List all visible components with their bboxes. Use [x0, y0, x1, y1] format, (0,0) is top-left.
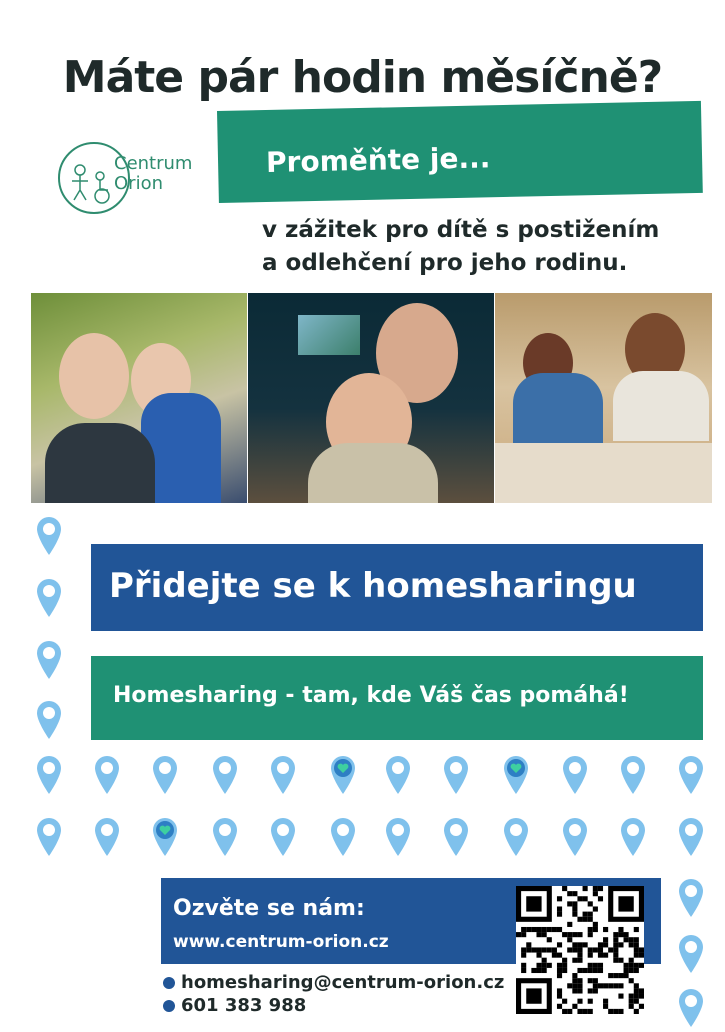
email-icon	[163, 977, 175, 989]
location-pin-icon	[36, 700, 62, 740]
qr-code	[516, 886, 644, 1014]
location-pin-icon	[36, 755, 62, 795]
location-pin-icon	[270, 755, 296, 795]
photo-cinema	[248, 293, 494, 503]
location-pin-icon	[36, 578, 62, 618]
location-pin-icon	[562, 817, 588, 857]
location-pin-icon	[620, 755, 646, 795]
location-pin-icon	[94, 755, 120, 795]
location-pin-icon	[678, 878, 704, 918]
location-pin-icon	[443, 817, 469, 857]
location-pin-icon	[385, 817, 411, 857]
location-pin-icon	[212, 755, 238, 795]
location-pin-icon	[562, 755, 588, 795]
location-pin-icon	[678, 934, 704, 974]
location-pin-icon	[678, 988, 704, 1028]
slogan-banner	[91, 656, 703, 740]
location-pin-icon	[443, 755, 469, 795]
location-pin-icon	[678, 817, 704, 857]
location-pin-icon	[620, 817, 646, 857]
location-pin-icon	[678, 755, 704, 795]
logo-line1: Centrum	[114, 153, 193, 174]
cinema-screen	[298, 315, 360, 355]
location-pin-icon	[36, 516, 62, 556]
photo-strip	[31, 293, 712, 503]
contact-heading: Ozvěte se nám:	[173, 896, 365, 921]
phone-row	[163, 995, 306, 1016]
heart-pin-icon	[330, 755, 356, 795]
photo-crafting	[495, 293, 712, 503]
top-banner	[217, 101, 703, 203]
subtitle-line1: v zážitek pro dítě s postižením	[262, 217, 660, 243]
location-pin-icon	[270, 817, 296, 857]
join-banner	[91, 544, 703, 631]
location-pin-icon	[385, 755, 411, 795]
logo-line2: Orion	[114, 173, 163, 194]
slogan-banner-text: Homesharing - tam, kde Váš čas pomáhá!	[113, 683, 629, 708]
join-banner-text: Přidejte se k homesharingu	[109, 566, 637, 606]
location-pin-icon	[36, 817, 62, 857]
website-link[interactable]: www.centrum-orion.cz	[173, 932, 389, 952]
location-pin-icon	[94, 817, 120, 857]
photo-selfie-outdoors	[31, 293, 247, 503]
heart-pin-icon	[152, 817, 178, 857]
location-pin-icon	[330, 817, 356, 857]
subtitle	[262, 214, 659, 280]
location-pin-icon	[36, 640, 62, 680]
top-banner-text: Proměňte je...	[265, 141, 491, 179]
heart-pin-icon	[503, 755, 529, 795]
email-row	[163, 972, 504, 993]
phone-icon	[163, 1000, 175, 1012]
location-pin-icon	[212, 817, 238, 857]
location-pin-icon	[503, 817, 529, 857]
headline: Máte pár hodin měsíčně?	[62, 52, 663, 103]
location-pin-icon	[152, 755, 178, 795]
qr-code-graphic	[516, 886, 644, 1014]
email-link[interactable]: homesharing@centrum-orion.cz	[181, 972, 505, 993]
subtitle-line2: a odlehčení pro jeho rodinu.	[262, 250, 628, 276]
logo-text	[114, 154, 192, 194]
phone-number[interactable]: 601 383 988	[181, 995, 307, 1016]
centrum-orion-logo	[58, 142, 208, 212]
